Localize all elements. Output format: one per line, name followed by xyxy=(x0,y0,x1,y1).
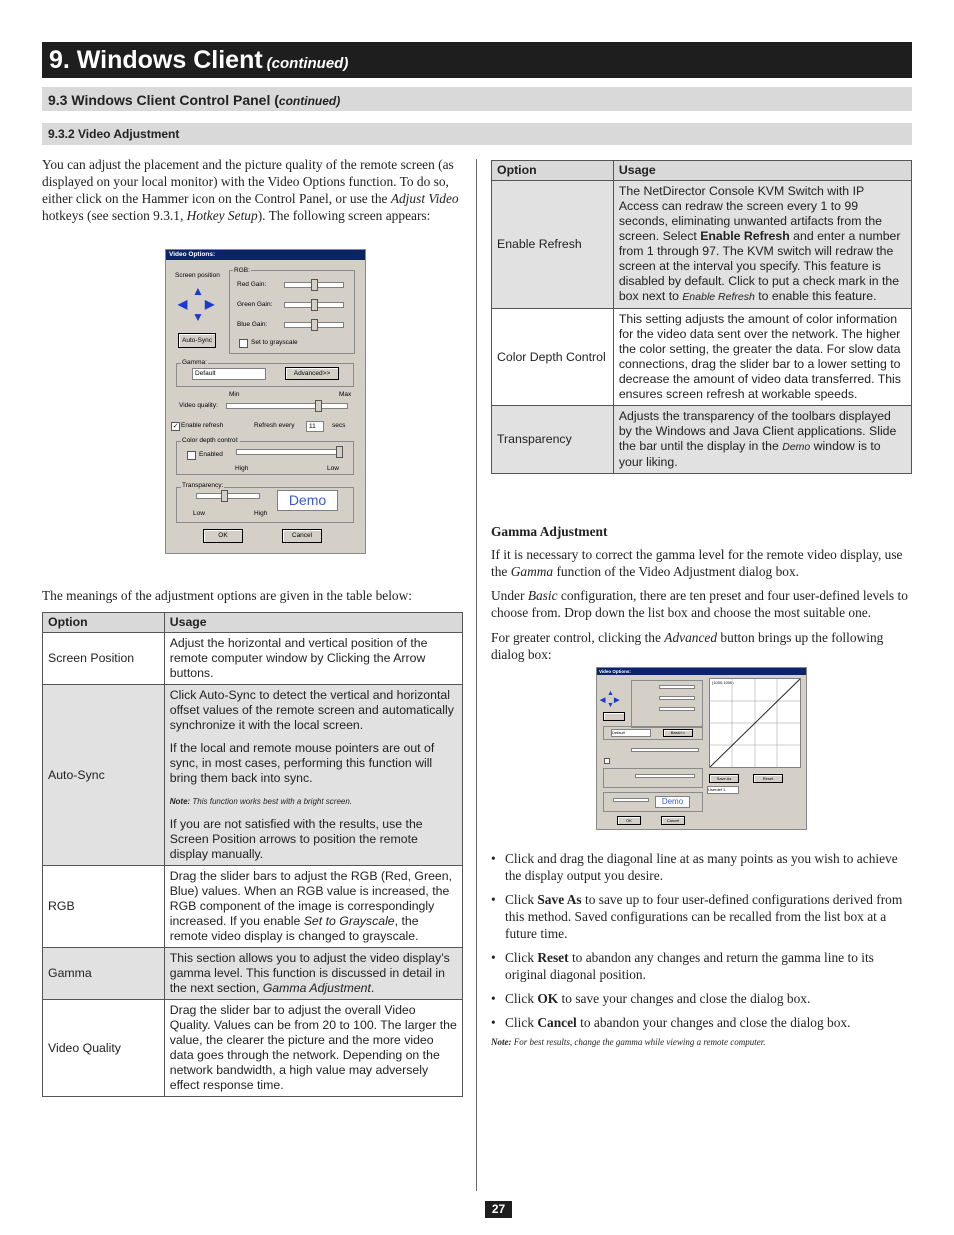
list-item: • Click OK to save your changes and close the dialog box. xyxy=(491,990,912,1007)
chapter-continued: (continued) xyxy=(266,55,349,72)
enable-refresh-label: Enable refresh xyxy=(181,422,224,429)
save-as-button[interactable]: Save As xyxy=(709,774,739,783)
gamma-select[interactable]: Default xyxy=(611,729,651,737)
gamma-paragraph-3: For greater control, clicking the Advanced button brings up the following dialog box: xyxy=(491,630,884,662)
table-row xyxy=(43,685,463,866)
transparency-slider[interactable] xyxy=(196,493,260,499)
dialog-title: Video Options: xyxy=(166,250,365,260)
options-table-1 xyxy=(42,612,463,1097)
min-label: Min xyxy=(229,391,240,398)
usage-auto-sync: Click Auto-Sync to detect the vertical and horizontal offset values of the remote screen and automatically synchronize it with the local screen. If the local and remote mouse pointers are out of sync, in most cases, performing this function will bring them back into sync. Note: This function works best with a bright screen. If you are not satisfied with the results, use the Screen Position arrows to position the remote display manually. xyxy=(164,685,462,866)
final-note: Note: For best results, change the gamma while viewing a remote computer. xyxy=(491,1037,766,1047)
color-depth-slider[interactable] xyxy=(236,449,343,455)
enable-refresh-checkbox[interactable]: ✓ xyxy=(172,423,179,430)
red-gain-thumb[interactable] xyxy=(311,279,318,291)
color-depth-enabled-checkbox[interactable] xyxy=(187,451,196,460)
section-continued: continued) xyxy=(278,94,341,108)
table-header-row xyxy=(492,161,912,181)
green-gain-thumb[interactable] xyxy=(311,299,318,311)
arrow-left-icon[interactable]: ◀ xyxy=(600,697,606,704)
grayscale-label: Set to grayscale xyxy=(251,339,298,346)
chapter-title-bar xyxy=(42,42,912,78)
gamma-adjustment-heading: Gamma Adjustment xyxy=(491,524,608,539)
table-row xyxy=(43,866,463,948)
refresh-every-label: Refresh every xyxy=(254,422,295,429)
video-options-dialog xyxy=(165,249,366,554)
max-label: Max xyxy=(339,391,352,398)
transparency-low-label: Low xyxy=(193,510,205,517)
arrow-down-icon[interactable]: ▼ xyxy=(607,702,614,709)
green-gain-slider[interactable] xyxy=(659,696,695,700)
transparency-high-label: High xyxy=(254,510,268,517)
usage-enable-refresh: The NetDirector Console KVM Switch with IP Access can redraw the screen every 1 to 99 seconds, eliminating unwanted artifacts from the screen. Select Enable Refresh and enter a number from 1 through 97. The KVM switch will redraw the screen at the interval you specify. This feature is disabled by default. Click to put a check mark in the box next to Enable Refresh to enable this feature. xyxy=(613,181,911,309)
arrow-down-icon[interactable]: ▼ xyxy=(192,310,204,324)
video-quality-thumb[interactable] xyxy=(315,400,322,412)
column-header-usage: Usage xyxy=(613,161,911,181)
gamma-select[interactable]: Default xyxy=(192,368,266,380)
userdef-select[interactable]: Userdef 1 xyxy=(707,786,739,794)
gamma-bullet-list xyxy=(491,850,912,1038)
intro-paragraph: You can adjust the placement and the picture quality of the remote screen (as displayed on your local monitor) with the Video Options function. To do so, either click on the Hammer icon on the Control Panel, or use the Adjust Video hotkeys (see section 9.3.1, Hotkey Setup). The following screen appears: xyxy=(42,157,459,223)
auto-sync-button[interactable]: Auto-Sync xyxy=(178,333,216,348)
advanced-dialog-title: Video Options: xyxy=(597,668,806,675)
arrow-up-icon[interactable]: ▲ xyxy=(607,690,614,697)
blue-gain-label: Blue Gain: xyxy=(237,321,268,328)
refresh-seconds-input[interactable]: 11 xyxy=(306,421,324,432)
gamma-paragraph-2: Under Basic configuration, there are ten preset and four user-defined levels to choose from. Drop down the list box and choose the most suitable one. xyxy=(491,588,908,620)
color-depth-thumb[interactable] xyxy=(336,446,343,458)
video-quality-slider[interactable] xyxy=(631,748,699,752)
column-header-option: Option xyxy=(492,161,614,181)
ok-button[interactable]: OK xyxy=(617,816,641,825)
option-enable-refresh: Enable Refresh xyxy=(492,181,614,309)
page-number: 27 xyxy=(485,1201,512,1218)
option-auto-sync: Auto-Sync xyxy=(43,685,165,866)
table-row xyxy=(43,1000,463,1097)
table-row xyxy=(43,948,463,1000)
color-depth-low-label: Low xyxy=(327,465,339,472)
gamma-paragraph-1: If it is necessary to correct the gamma level for the remote video display, use the Gamma function of the Video Adjustment dialog box. xyxy=(491,547,903,579)
subsection-title: 9.3.2 Video Adjustment xyxy=(42,123,912,145)
option-color-depth: Color Depth Control xyxy=(492,309,614,406)
meanings-paragraph: The meanings of the adjustment options are given in the table below: xyxy=(42,588,413,603)
options-table-2 xyxy=(491,160,912,474)
cancel-button[interactable]: Cancel xyxy=(661,816,685,825)
list-item: • Click Cancel to abandon your changes and close the dialog box. xyxy=(491,1014,912,1031)
transparency-slider[interactable] xyxy=(613,798,649,802)
usage-rgb: Drag the slider bars to adjust the RGB (Red, Green, Blue) values. When an RGB value is increased, the RGB component of the image is correspondingly increased. If you enable Set to Grayscale, the remote video display is changed to grayscale. xyxy=(164,866,462,948)
color-depth-high-label: High xyxy=(235,465,249,472)
ok-button[interactable]: OK xyxy=(203,529,243,543)
transparency-label: Transparency: xyxy=(182,482,224,489)
table-row xyxy=(43,633,463,685)
chapter-title: 9. Windows Client xyxy=(49,46,263,74)
arrow-up-icon[interactable]: ▲ xyxy=(192,284,204,298)
basic-button[interactable]: Basic<< xyxy=(663,729,693,737)
video-quality-slider[interactable] xyxy=(226,403,348,409)
column-header-usage: Usage xyxy=(164,613,462,633)
usage-color-depth: This setting adjusts the amount of color information for the video data sent over the network. The higher the color setting, the greater the data. For slow data connections, drag the slider bar to a lower setting to decrease the amount of video data transferred. This ensures screen refresh at workable speeds. xyxy=(613,309,911,406)
option-gamma: Gamma xyxy=(43,948,165,1000)
color-depth-label: Color depth control: xyxy=(182,437,239,444)
color-depth-slider[interactable] xyxy=(635,774,695,778)
table-header-row xyxy=(43,613,463,633)
option-screen-position: Screen Position xyxy=(43,633,165,685)
screen-position-label: Screen position xyxy=(175,272,220,279)
auto-sync-button[interactable] xyxy=(603,712,625,721)
usage-gamma: This section allows you to adjust the video display’s gamma level. This function is discussed in detail in the next section, Gamma Adjustment. xyxy=(164,948,462,1000)
table-row xyxy=(492,309,912,406)
section-title: 9.3 Windows Client Control Panel xyxy=(48,92,271,108)
cancel-button[interactable]: Cancel xyxy=(282,529,322,543)
list-item: • Click Reset to abandon any changes and return the gamma line to its original diagonal position. xyxy=(491,949,912,983)
video-quality-label: Video quality: xyxy=(179,402,218,409)
list-item: • Click Save As to save up to four user-defined configurations derived from this method. Saved configurations can be recalled from the list box at a future time. xyxy=(491,891,912,942)
gamma-label: Gamma: xyxy=(182,359,207,366)
arrow-right-icon[interactable]: ▶ xyxy=(205,297,215,311)
curve-readout: (1000,1000) xyxy=(712,680,734,685)
option-video-quality: Video Quality xyxy=(43,1000,165,1097)
enable-refresh-checkbox[interactable] xyxy=(604,758,610,764)
reset-button[interactable]: Reset xyxy=(753,774,783,783)
rgb-label: RGB: xyxy=(234,267,250,274)
table-row xyxy=(492,406,912,474)
list-item: • Click and drag the diagonal line at as many points as you wish to achieve the display output you desire. xyxy=(491,850,912,884)
color-depth-group xyxy=(603,768,703,788)
option-rgb: RGB xyxy=(43,866,165,948)
column-header-option: Option xyxy=(43,613,165,633)
arrow-left-icon[interactable]: ◀ xyxy=(178,297,188,311)
option-transparency: Transparency xyxy=(492,406,614,474)
usage-transparency: Adjusts the transparency of the toolbars displayed by the Windows and Java Client applications. Slide the bar until the display in the Demo window is to your liking. xyxy=(613,406,911,474)
section-title-bar xyxy=(42,87,912,111)
table-row xyxy=(492,181,912,309)
usage-screen-position: Adjust the horizontal and vertical position of the remote computer window by Clicking the Arrow buttons. xyxy=(164,633,462,685)
usage-video-quality: Drag the slider bar to adjust the overall Video Quality. Values can be from 20 to 100. The larger the value, the clearer the picture and the more video data goes through the network. Depending on the network bandwidth, a high value may adversely effect response time. xyxy=(164,1000,462,1097)
blue-gain-slider[interactable] xyxy=(659,707,695,711)
secs-label: secs xyxy=(332,422,346,429)
transparency-thumb[interactable] xyxy=(221,490,228,502)
color-depth-enabled-label: Enabled xyxy=(199,451,223,458)
green-gain-label: Green Gain: xyxy=(237,301,273,308)
demo-preview: Demo xyxy=(655,796,690,808)
column-divider xyxy=(476,159,477,1191)
arrow-right-icon[interactable]: ▶ xyxy=(614,697,620,704)
advanced-video-options-dialog xyxy=(596,667,807,830)
red-gain-label: Red Gain: xyxy=(237,281,267,288)
red-gain-slider[interactable] xyxy=(659,685,695,689)
grayscale-checkbox[interactable] xyxy=(239,339,248,348)
advanced-button[interactable]: Advanced>> xyxy=(285,367,339,380)
demo-preview: Demo xyxy=(277,490,338,511)
gamma-curve-canvas[interactable] xyxy=(709,678,801,768)
blue-gain-thumb[interactable] xyxy=(311,319,318,331)
section-paren: ( xyxy=(274,92,279,108)
